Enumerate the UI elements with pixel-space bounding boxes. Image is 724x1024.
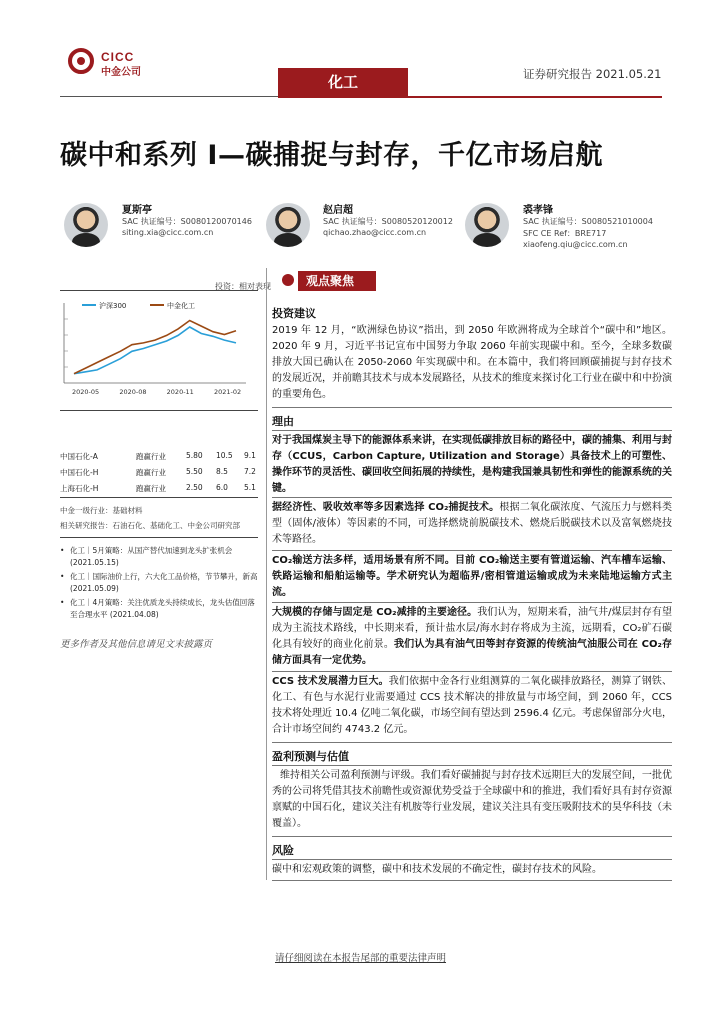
table-cell: 10.5 bbox=[216, 451, 233, 460]
paragraph-rule bbox=[272, 497, 672, 498]
section-rule bbox=[272, 742, 672, 743]
analyst-email[interactable]: siting.xia@cicc.com.cn bbox=[122, 228, 214, 237]
table-row bbox=[60, 448, 258, 464]
table-cell: 5.50 bbox=[186, 467, 203, 476]
related-report-item[interactable]: • 化工｜国际油价上行，六大化工品价格，节节攀升，新高 (2021.05.09) bbox=[60, 571, 258, 595]
x-tick-label: 2020-05 bbox=[72, 388, 100, 396]
table-cell-name: 中国石化-A bbox=[60, 452, 98, 461]
risk-paragraph: 碳中和宏观政策的调整，碳中和技术发展的不确定性，碳封存技术的风险。 bbox=[272, 864, 602, 875]
section-heading-invest: 投资建议 bbox=[272, 307, 316, 320]
reason-2-body: 根据二氧化碳浓度、气流压力与燃料类型（固体/液体）等因素的不同，可选择燃烧前脱碳技术、燃烧后脱碳技术以及富氧燃烧技术等路径。 bbox=[272, 502, 673, 545]
ratings-table bbox=[60, 448, 258, 496]
bullet-circle-icon bbox=[282, 274, 294, 286]
section-heading-reason: 理由 bbox=[272, 415, 294, 428]
related-report-item[interactable]: • 化工｜5月策略：从国产替代加速到龙头扩张机会 (2021.05.15) bbox=[60, 545, 258, 569]
related-top-rule bbox=[60, 537, 258, 538]
paragraph-rule bbox=[272, 671, 672, 672]
section-rule bbox=[272, 836, 672, 837]
series-line bbox=[74, 327, 236, 374]
analyst-sfc: SFC CE Ref：BRE717 bbox=[523, 229, 607, 238]
section-rule bbox=[272, 765, 672, 766]
table-cell-rating: 跑赢行业 bbox=[136, 468, 166, 477]
analyst-avatar bbox=[465, 203, 509, 247]
performance-chart-svg bbox=[60, 291, 250, 401]
report-type-date: 证券研究报告 2021.05.21 bbox=[523, 67, 662, 81]
section-heading-risk: 风险 bbox=[272, 844, 294, 857]
analyst-email[interactable]: qichao.zhao@cicc.com.cn bbox=[323, 228, 427, 237]
header-rule bbox=[278, 96, 662, 98]
table-bottom-rule bbox=[60, 497, 258, 498]
reason-4-lead: 大规模的存储与固定是 CO₂减排的主要途径。 bbox=[272, 607, 478, 618]
column-divider bbox=[266, 268, 267, 880]
analyst-name: 赵启超 bbox=[323, 205, 353, 216]
logo-text-en: CICC bbox=[101, 50, 135, 64]
reason-3-body: 目前 CO₂输送主要有管道运输、汽车槽车运输、铁路运输和船舶运输等。学术研究认为超临界/密相管道运输或成为未来陆地运输方式主流。 bbox=[272, 555, 672, 598]
analyst-sac: SAC 执证编号：S0080120070146 bbox=[122, 217, 252, 226]
related-title: 相关研究报告：石油石化、基础化工、中金公司研究部 bbox=[60, 521, 240, 530]
reason-5-lead: CCS 技术发展潜力巨大。 bbox=[272, 676, 389, 687]
more-info-note: 更多作者及其他信息请见文末披露页 bbox=[60, 639, 213, 650]
reason-4-tail: 我们认为具有油气田等封存资源的传统油气油服公司在 CO₂存储方面具有一定优势。 bbox=[272, 639, 673, 666]
invest-paragraph: 2019 年 12 月，“欧洲绿色协议”指出，到 2050 年欧洲将成为全球首个“碳中和”地区。2020 年 9 月，习近平书记宣布中国努力争取 2060 年前实现碳中和。至今，全球多数碳排放大国已确认在 2050-2060 年实现碳中和。在本篇中，我们将回顾碳捕捉与封存技术的发展近况，并前瞻其技术与成本发展路径，从技术的维度来探讨化工行业在碳中和中扮演的重要角色。 bbox=[272, 325, 672, 400]
cicc-logo-icon bbox=[68, 48, 94, 74]
table-cell-rating: 跑赢行业 bbox=[136, 484, 166, 493]
table-cell: 5.80 bbox=[186, 451, 203, 460]
table-cell: 2.50 bbox=[186, 483, 203, 492]
section-rule bbox=[272, 859, 672, 860]
table-cell: 6.0 bbox=[216, 483, 228, 492]
table-cell: 8.5 bbox=[216, 467, 228, 476]
section-rule bbox=[272, 880, 672, 881]
section-rule bbox=[272, 430, 672, 431]
table-cell: 9.1 bbox=[244, 451, 256, 460]
reason-4-body: 我们认为，短期来看，油气井/煤层封存有望成为主流技术路线，中长期来看，预计盐水层/海水封存将成为主流，远期看，CO₂矿石碳化具有较好的商业化前景。 bbox=[272, 607, 672, 650]
x-tick-label: 2020-11 bbox=[166, 388, 194, 396]
analyst-email[interactable]: xiaofeng.qiu@cicc.com.cn bbox=[523, 240, 628, 249]
performance-chart bbox=[60, 291, 250, 401]
table-cell-name: 上海石化-H bbox=[60, 484, 99, 493]
related-reports-list bbox=[60, 545, 258, 623]
logo-text-cn: 中金公司 bbox=[101, 67, 141, 78]
legal-disclaimer-link[interactable]: 请仔细阅读在本报告尾部的重要法律声明 bbox=[275, 953, 447, 964]
section-rule bbox=[272, 407, 672, 408]
analyst-name: 夏斯亭 bbox=[122, 205, 152, 216]
paragraph-rule bbox=[272, 602, 672, 603]
header-rule-left bbox=[60, 96, 278, 97]
table-row bbox=[60, 480, 258, 496]
reason-paragraph-2 bbox=[272, 500, 672, 548]
reason-paragraph-4 bbox=[272, 605, 672, 669]
table-cell-name: 中国石化-H bbox=[60, 468, 99, 477]
x-tick-label: 2020-08 bbox=[119, 388, 147, 396]
analyst-sac: SAC 执证编号：S0080521010004 bbox=[523, 217, 653, 226]
section-heading-profit: 盈利预测与估值 bbox=[272, 750, 349, 763]
reason-paragraph-3 bbox=[272, 553, 672, 601]
table-cell-rating: 跑赢行业 bbox=[136, 452, 166, 461]
paragraph-rule bbox=[272, 550, 672, 551]
reason-paragraph-5 bbox=[272, 674, 672, 738]
x-tick-label: 2021-02 bbox=[214, 388, 242, 396]
market-label: 投资：相对表现 bbox=[215, 282, 271, 291]
analyst-avatar bbox=[266, 203, 310, 247]
reason-paragraph-1: 对于我国煤炭主导下的能源体系来讲，在实现低碳排放目标的路径中，碳的捕集、利用与封存（CCUS，Carbon Capture, Utilization and Storage）具备技术上的可塑性、操作环节的灵活性、碳回收空间拓展的持续性，是构建我国兼具韧性和弹性的能源系统的关键。 bbox=[272, 435, 672, 494]
table-row bbox=[60, 464, 258, 480]
reason-5-body: 我们依据中金各行业组测算的二氧化碳排放路径，测算了钢铁、化工、有色与水泥行业需要通过 CCS 技术解决的排放量与市场空间，到 2060 年，CCS 技术将处理近 10.4 亿吨二氧化碳，市场空间有望达到 2596.4 亿元。考虑保留部分火电，合计市场空间约 4743.2 亿元。 bbox=[272, 676, 673, 735]
chart-bottom-rule bbox=[60, 410, 258, 411]
legend-label: 中金化工 bbox=[167, 302, 195, 310]
analyst-sac: SAC 执证编号：S0080520120012 bbox=[323, 217, 453, 226]
analyst-name: 裘孝锋 bbox=[523, 205, 553, 216]
industry-label: 中金一级行业：基础材料 bbox=[60, 506, 143, 515]
table-cell: 5.1 bbox=[244, 483, 256, 492]
table-cell: 7.2 bbox=[244, 467, 256, 476]
profit-paragraph: 维持相关公司盈利预测与评级。我们看好碳捕捉与封存技术远期巨大的发展空间，一批优秀的公司将凭借其技术前瞻性或资源优势受益于全球碳中和的推进，我们看好具有封存资源禀赋的中国石化，建议关注有机胺等行业发展，建议关注具有变压吸附技术的昊华科技（未覆盖）。 bbox=[272, 770, 672, 829]
legend-label: 沪深300 bbox=[99, 302, 127, 310]
series-line bbox=[74, 321, 236, 374]
reason-2-lead: 据经济性、吸收效率等多因素选择 CO₂捕捉技术。 bbox=[272, 502, 500, 513]
related-report-item[interactable]: • 化工｜4月策略：关注优质龙头持续成长，龙头估值回落至合理水平 (2021.04.08) bbox=[60, 597, 258, 621]
reason-3-lead: CO₂输送方法多样，适用场景有所不同。 bbox=[272, 555, 456, 566]
report-title: 碳中和系列 I—碳捕捉与封存，千亿市场启航 bbox=[60, 140, 603, 171]
analyst-avatar bbox=[64, 203, 108, 247]
sector-tab bbox=[278, 68, 408, 96]
viewpoints-tab: 观点聚焦 bbox=[298, 271, 376, 291]
sector-label: 化工 bbox=[327, 73, 358, 91]
